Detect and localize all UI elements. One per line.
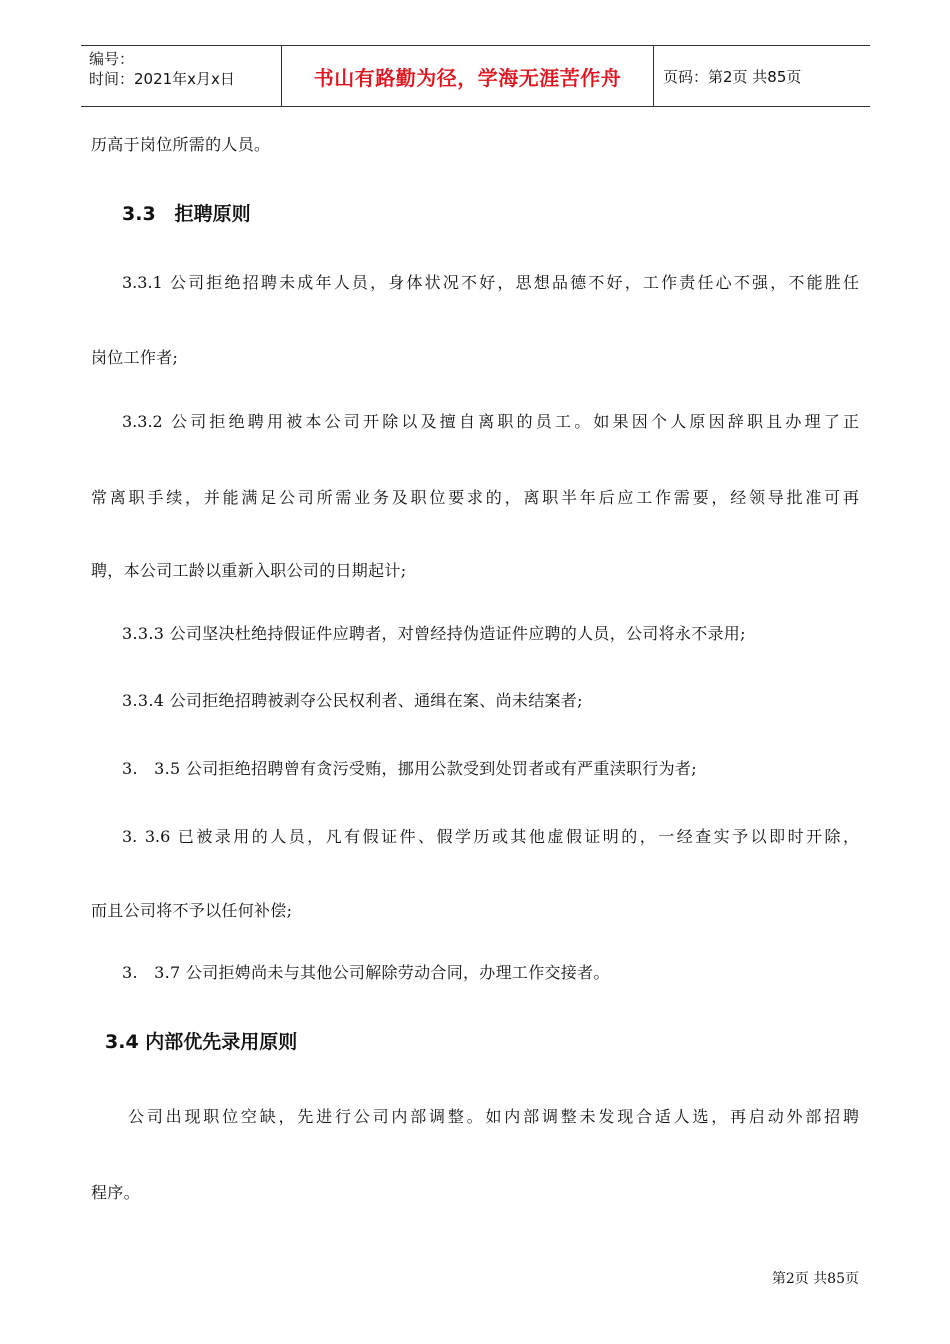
paragraph-3-3-6-line: 而且公司将不予以任何补偿;	[91, 901, 293, 920]
paragraph-3-3-3: 3.3.3 公司坚决杜绝持假证件应聘者，对曾经持伪造证件应聘的人员，公司将永不录用;	[122, 624, 746, 643]
header-meta	[81, 46, 281, 106]
footer-page-info: 第2页 共85页	[771, 1271, 859, 1287]
page-header	[81, 45, 870, 107]
section-heading-3-3: 3.3 拒聘原则	[122, 203, 251, 225]
paragraph-3-3-1-line: 岗位工作者;	[91, 348, 179, 367]
paragraph-3-3-4: 3.3.4 公司拒绝招聘被剥夺公民权利者、通缉在案、尚未结案者;	[122, 691, 583, 710]
paragraph-3-3-1-line: 3.3.1 公司拒绝招聘未成年人员，身体状况不好，思想品德不好，工作责任心不强，不能胜任	[122, 273, 859, 292]
section-heading-3-4: 3.4 内部优先录用原则	[105, 1031, 298, 1053]
document-number-label: 编号：	[89, 50, 135, 68]
paragraph-3-3-2-line: 3.3.2 公司拒绝聘用被本公司开除以及擅自离职的员工。如果因个人原因辞职且办理了正	[122, 412, 859, 431]
paragraph-3-3-7: 3. 3.7 公司拒娉尚未与其他公司解除劳动合同，办理工作交接者。	[122, 963, 610, 982]
paragraph-3-4-line: 程序。	[91, 1183, 140, 1202]
paragraph-3-3-2-line: 常离职手续，并能满足公司所需业务及职位要求的，离职半年后应工作需要，经领导批准可再	[91, 488, 859, 507]
document-date: 时间：2021年x月x日	[89, 70, 235, 88]
paragraph-3-4-line: 公司出现职位空缺，先进行公司内部调整。如内部调整未发现合适人选，再启动外部招聘	[128, 1107, 859, 1126]
header-motto: 书山有路勤为径，学海无涯苦作舟	[281, 46, 654, 106]
paragraph-3-3-5: 3. 3.5 公司拒绝招聘曾有贪污受贿，挪用公款受到处罚者或有严重渎职行为者;	[122, 759, 697, 778]
paragraph-3-3-2-line: 聘，本公司工龄以重新入职公司的日期起计;	[91, 561, 407, 580]
paragraph-3-3-6-line: 3. 3.6 已被录用的人员，凡有假证件、假学历或其他虚假证明的，一经查实予以即时开除，	[122, 827, 859, 846]
header-page-info: 页码：第2页 共85页	[663, 67, 802, 86]
body-line: 历高于岗位所需的人员。	[91, 135, 271, 154]
